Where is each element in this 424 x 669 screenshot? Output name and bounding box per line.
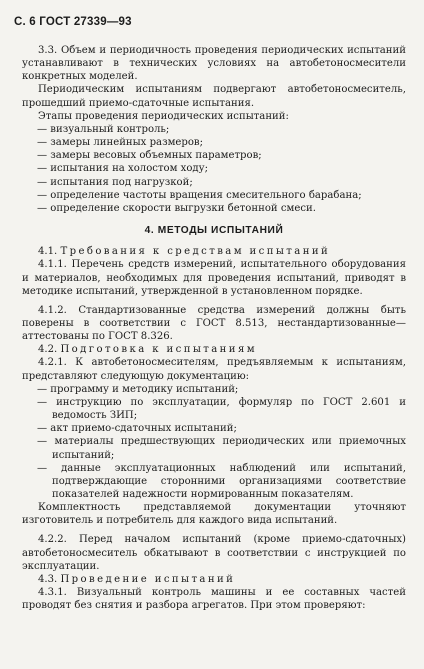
stages-list: [22, 123, 406, 215]
list-item: — определение скорости выгрузки бетонной смеси.: [37, 202, 316, 214]
paragraph-4-1-2: 4.1.2. Стандартизованные средства измерений должны быть поверены в соответствии с ГОСТ 8.513, нестандартизованные—аттестованы по ГОСТ 8.326.: [22, 304, 406, 343]
subsection-title: Проведение испытаний: [60, 573, 236, 585]
list-item: — испытания на холостом ходу;: [37, 163, 208, 175]
paragraph-stages-intro: Этапы проведения периодических испытаний:: [38, 110, 289, 122]
subsection-heading-4-1: [22, 245, 406, 258]
list-item: — программу и методику испытаний;: [37, 383, 239, 395]
section-title: 4. МЕТОДЫ ИСПЫТАНИЙ: [144, 225, 284, 237]
paragraph-periodic: Периодическим испытаниям подвергают автобетоносмеситель, прошедший приемо-сдаточные испытания.: [22, 84, 406, 109]
documents-list: [22, 383, 406, 501]
subsection-number: 4.3.: [38, 573, 58, 585]
page-header: С. 6 ГОСТ 27339—93: [14, 16, 132, 28]
subsection-heading-4-3: [22, 573, 406, 586]
list-item: — визуальный контроль;: [37, 123, 170, 135]
subsection-number: 4.2.: [38, 344, 58, 356]
document-body: [22, 44, 406, 612]
paragraph-4-1-1: 4.1.1. Перечень средств измерений, испытательного оборудования и материалов, необходимых для проведения испытаний, приводят в методике испытаний, утвержденной в установленном порядке.: [22, 259, 406, 297]
list-item: — данные эксплуатационных наблюдений или испытаний, подтверждающие сторонними организациями соответствие показателей надежности нормированным показателям.: [37, 462, 406, 500]
list-item: — материалы предшествующих периодических или приемочных испытаний;: [37, 436, 406, 461]
paragraph-3-3: 3.3. Объем и периодичность проведения периодических испытаний устанавливают в технических условиях на автобетоносмесители конкретных моделей.: [22, 45, 406, 83]
subsection-heading-4-2: [22, 343, 406, 356]
list-item: — акт приемо-сдаточных испытаний;: [37, 423, 237, 435]
subsection-title: Подготовка к испытаниям: [60, 344, 257, 356]
list-item: — инструкцию по эксплуатации, формуляр по ГОСТ 2.601 и ведомость ЗИП;: [37, 396, 406, 422]
paragraph-completeness: Комплектность представляемой документации уточняют изготовитель и потребитель для каждого вида испытаний.: [22, 502, 406, 527]
subsection-title: Требования к средствам испытаний: [60, 246, 331, 258]
list-item: — замеры весовых объемных параметров;: [37, 150, 262, 162]
paragraph-4-3-1: 4.3.1. Визуальный контроль машины и ее составных частей проводят без снятия и разбора агрегатов. При этом проверяют:: [22, 587, 406, 612]
paragraph-4-2-1: 4.2.1. К автобетоносмесителям, предъявляемым к испытаниям, представляют следующую документацию:: [22, 357, 406, 382]
list-item: — замеры линейных размеров;: [37, 137, 204, 149]
list-item: — испытания под нагрузкой;: [37, 176, 193, 188]
paragraph-4-2-2: 4.2.2. Перед началом испытаний (кроме приемо-сдаточных) автобетоносмеситель обкатывают в соответствии с инструкцией по эксплуатации.: [22, 534, 406, 572]
list-item: — определение частоты вращения смесительного барабана;: [37, 189, 362, 201]
subsection-number: 4.1.: [38, 246, 58, 258]
